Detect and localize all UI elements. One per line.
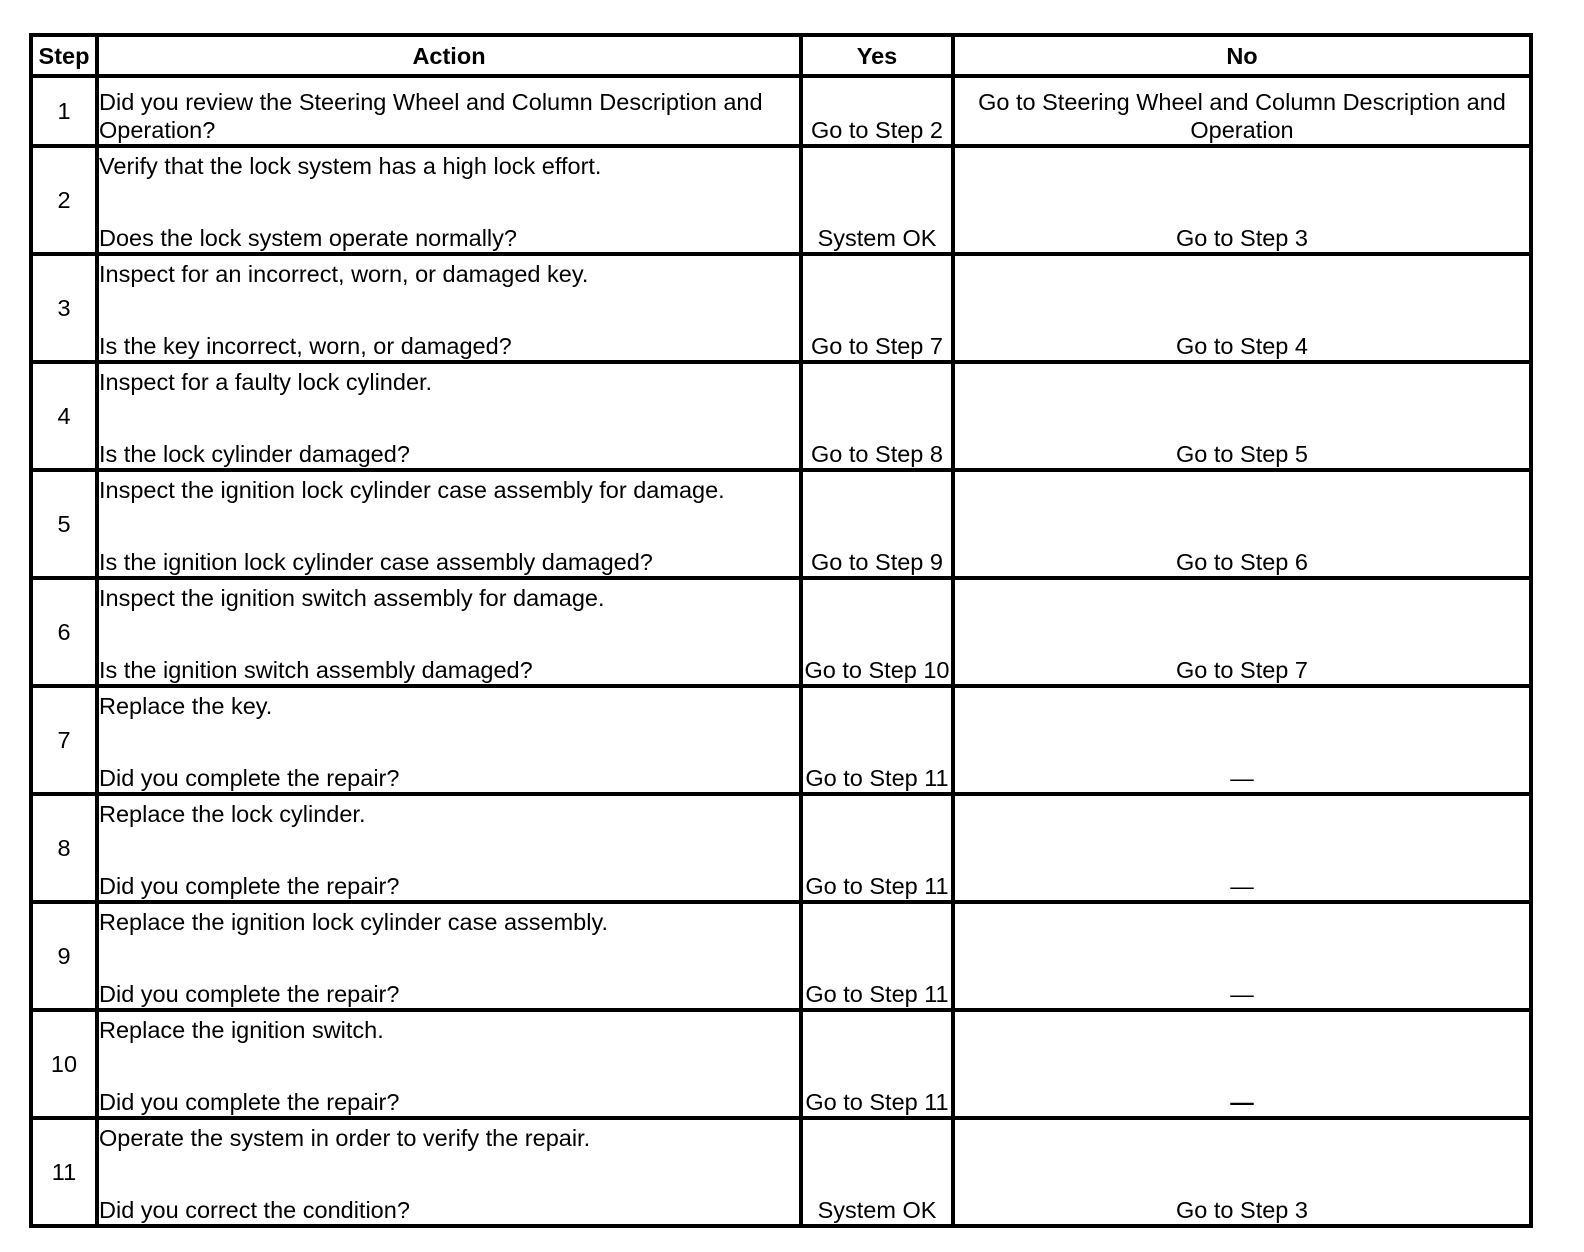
yes-cell: Go to Step 7 <box>801 254 953 362</box>
action-cell <box>97 76 801 146</box>
action-text: Inspect for an incorrect, worn, or damaged key. <box>99 261 589 287</box>
action-cell <box>97 794 801 902</box>
action-cell <box>97 470 801 578</box>
yes-cell: Go to Step 2 <box>801 76 953 146</box>
header-no: No <box>953 35 1531 76</box>
step-number: 11 <box>31 1118 97 1226</box>
yes-cell: System OK <box>801 146 953 254</box>
action-question: Did you complete the repair? <box>99 765 400 791</box>
table-row <box>31 76 1531 146</box>
action-text: Replace the ignition lock cylinder case assembly. <box>99 909 608 935</box>
step-number: 3 <box>31 254 97 362</box>
action-question: Did you correct the condition? <box>99 1197 410 1223</box>
action-text: Inspect the ignition lock cylinder case assembly for damage. <box>99 477 725 503</box>
action-question: Did you complete the repair? <box>99 981 400 1007</box>
action-text: Verify that the lock system has a high lock effort. <box>99 153 602 179</box>
action-text: Replace the ignition switch. <box>99 1017 384 1043</box>
no-cell: Go to Step 3 <box>953 1118 1531 1226</box>
table-row <box>31 794 1531 902</box>
action-cell <box>97 578 801 686</box>
header-row <box>31 35 1531 76</box>
step-number: 6 <box>31 578 97 686</box>
action-text: Operate the system in order to verify the repair. <box>99 1125 591 1151</box>
no-cell: Go to Step 7 <box>953 578 1531 686</box>
no-cell: — <box>953 1010 1531 1118</box>
action-cell <box>97 362 801 470</box>
table-row <box>31 1118 1531 1226</box>
action-question: Is the key incorrect, worn, or damaged? <box>99 333 512 359</box>
yes-cell: Go to Step 9 <box>801 470 953 578</box>
yes-cell: Go to Step 11 <box>801 1010 953 1118</box>
step-number: 2 <box>31 146 97 254</box>
action-cell <box>97 254 801 362</box>
no-cell: Go to Steering Wheel and Column Description and Operation <box>953 76 1531 146</box>
table-row <box>31 470 1531 578</box>
action-text: Replace the lock cylinder. <box>99 801 366 827</box>
no-cell: Go to Step 5 <box>953 362 1531 470</box>
action-cell <box>97 902 801 1010</box>
table-row <box>31 146 1531 254</box>
action-cell <box>97 146 801 254</box>
action-text: Inspect for a faulty lock cylinder. <box>99 369 433 395</box>
no-cell: — <box>953 902 1531 1010</box>
table-row <box>31 1010 1531 1118</box>
yes-cell: System OK <box>801 1118 953 1226</box>
step-number: 1 <box>31 76 97 146</box>
table-row <box>31 902 1531 1010</box>
action-cell <box>97 1118 801 1226</box>
table-row <box>31 362 1531 470</box>
header-action: Action <box>97 35 801 76</box>
yes-cell: Go to Step 11 <box>801 902 953 1010</box>
action-text: Did you review the Steering Wheel and Column Description and Operation? <box>99 89 763 143</box>
action-cell <box>97 686 801 794</box>
no-cell: Go to Step 6 <box>953 470 1531 578</box>
action-text: Replace the key. <box>99 693 273 719</box>
action-question: Is the ignition lock cylinder case assembly damaged? <box>99 549 653 575</box>
step-number: 4 <box>31 362 97 470</box>
table-row <box>31 686 1531 794</box>
step-number: 7 <box>31 686 97 794</box>
action-question: Is the lock cylinder damaged? <box>99 441 410 467</box>
step-number: 5 <box>31 470 97 578</box>
yes-cell: Go to Step 8 <box>801 362 953 470</box>
step-number: 9 <box>31 902 97 1010</box>
action-cell <box>97 1010 801 1118</box>
table-row <box>31 578 1531 686</box>
step-number: 8 <box>31 794 97 902</box>
no-cell: Go to Step 4 <box>953 254 1531 362</box>
action-question: Did you complete the repair? <box>99 1089 400 1115</box>
no-cell: Go to Step 3 <box>953 146 1531 254</box>
action-question: Did you complete the repair? <box>99 873 400 899</box>
diagnostic-table <box>29 33 1533 1228</box>
action-question: Does the lock system operate normally? <box>99 225 517 251</box>
action-question: Is the ignition switch assembly damaged? <box>99 657 533 683</box>
step-number: 10 <box>31 1010 97 1118</box>
no-cell: — <box>953 794 1531 902</box>
header-yes: Yes <box>801 35 953 76</box>
header-step: Step <box>31 35 97 76</box>
yes-cell: Go to Step 11 <box>801 686 953 794</box>
yes-cell: Go to Step 11 <box>801 794 953 902</box>
yes-cell: Go to Step 10 <box>801 578 953 686</box>
action-text: Inspect the ignition switch assembly for damage. <box>99 585 605 611</box>
no-cell: — <box>953 686 1531 794</box>
table-row <box>31 254 1531 362</box>
